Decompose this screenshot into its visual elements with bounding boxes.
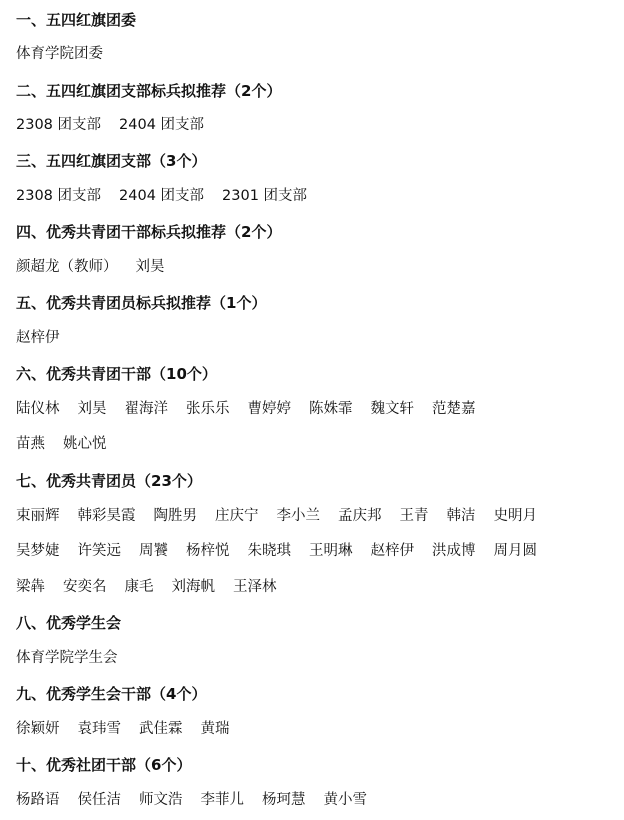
- section-heading: 一、五四红旗团委: [16, 11, 137, 29]
- entry-item: 陈姝霏: [309, 401, 353, 417]
- entry-line: [16, 790, 385, 810]
- entry-item: 刘海帆: [171, 579, 215, 595]
- entry-item: 姚心悦: [63, 436, 107, 452]
- entry-item: 张乐乐: [186, 401, 230, 417]
- section-heading: 八、优秀学生会: [16, 614, 122, 632]
- entry-line: [16, 434, 125, 454]
- entry-item: 魏文轩: [370, 401, 414, 417]
- entry-item: 2404 团支部: [119, 188, 205, 204]
- section-heading: 三、五四红旗团支部（3个）: [16, 152, 207, 170]
- entry-item: 刘昊: [135, 259, 165, 275]
- entry-item: 杨珂慧: [262, 792, 306, 808]
- section-heading: 四、优秀共青团干部标兵拟推荐（2个）: [16, 223, 282, 241]
- entry-item: 陶胜男: [153, 508, 197, 524]
- entry-item: 2301 团支部: [222, 188, 308, 204]
- entry-line: [16, 719, 248, 739]
- entry-item: 束丽辉: [16, 508, 60, 524]
- entry-item: 王青: [399, 508, 429, 524]
- entry-line: [16, 186, 325, 206]
- entry-line: [16, 577, 295, 597]
- entry-item: 师文浩: [139, 792, 183, 808]
- entry-item: 梁犇: [16, 579, 45, 595]
- entry-line: [16, 257, 183, 277]
- section-heading: 二、五四红旗团支部标兵拟推荐（2个）: [16, 82, 282, 100]
- entry-item: 体育学院团委: [16, 46, 103, 62]
- entry-item: 范楚嘉: [432, 401, 476, 417]
- entry-item: 赵梓伊: [16, 330, 60, 346]
- entry-item: 体育学院学生会: [16, 650, 118, 666]
- entry-item: 徐颖妍: [16, 721, 60, 737]
- entry-item: 赵梓伊: [370, 543, 414, 559]
- section-heading: 七、优秀共青团员（23个）: [16, 472, 202, 490]
- entry-item: 王泽林: [233, 579, 277, 595]
- entry-item: 黄小雪: [323, 792, 367, 808]
- entry-item: 翟海洋: [124, 401, 168, 417]
- entry-item: 周饕: [139, 543, 168, 559]
- entry-item: 孟庆邦: [338, 508, 382, 524]
- entry-item: 陆仪林: [16, 401, 60, 417]
- entry-item: 吴梦婕: [16, 543, 60, 559]
- entry-item: 安奕名: [63, 579, 107, 595]
- section-heading: 六、优秀共青团干部（10个）: [16, 365, 217, 383]
- entry-line: [16, 328, 78, 348]
- section-heading: 九、优秀学生会干部（4个）: [16, 685, 207, 703]
- entry-item: 许笑远: [77, 543, 121, 559]
- entry-item: 周月圆: [493, 543, 537, 559]
- entry-item: 侯任洁: [77, 792, 121, 808]
- entry-item: 2404 团支部: [119, 117, 205, 133]
- entry-line: [16, 648, 136, 668]
- entry-item: 韩洁: [446, 508, 476, 524]
- entry-line: [16, 44, 121, 64]
- entry-item: 杨路语: [16, 792, 60, 808]
- entry-item: 2308 团支部: [16, 117, 102, 133]
- entry-item: 曹婷婷: [247, 401, 291, 417]
- entry-item: 刘昊: [77, 401, 107, 417]
- entry-item: 苗燕: [16, 436, 45, 452]
- entry-item: 康毛: [124, 579, 154, 595]
- section-heading: 五、优秀共青团员标兵拟推荐（1个）: [16, 294, 267, 312]
- entry-item: 洪成博: [432, 543, 476, 559]
- entry-item: 颜超龙（教师）: [16, 259, 118, 275]
- entry-item: 武佳霖: [139, 721, 183, 737]
- entry-item: 杨梓悦: [186, 543, 230, 559]
- entry-item: 2308 团支部: [16, 188, 102, 204]
- entry-line: [16, 541, 555, 561]
- entry-item: 朱晓琪: [247, 543, 291, 559]
- entry-line: [16, 115, 222, 135]
- entry-item: 袁玮雪: [77, 721, 121, 737]
- entry-line: [16, 399, 494, 419]
- entry-item: 李菲儿: [200, 792, 244, 808]
- entry-item: 史明月: [493, 508, 537, 524]
- entry-item: 庄庆宁: [215, 508, 259, 524]
- entry-item: 李小兰: [276, 508, 320, 524]
- entry-line: [16, 506, 555, 526]
- entry-item: 韩彩昊霞: [77, 508, 136, 524]
- section-heading: 十、优秀社团干部（6个）: [16, 756, 192, 774]
- entry-item: 王明琳: [309, 543, 353, 559]
- entry-item: 黄瑞: [200, 721, 230, 737]
